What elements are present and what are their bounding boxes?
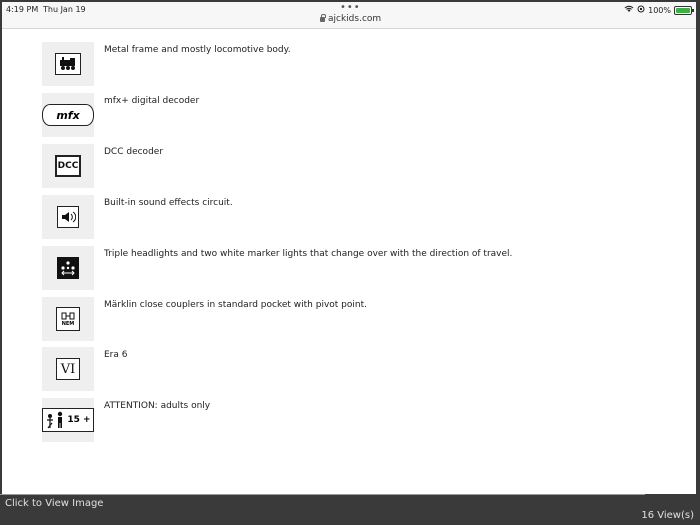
- feature-row: [42, 42, 642, 86]
- dcc-icon: [55, 155, 81, 177]
- icon-label: 15 +: [67, 415, 91, 425]
- feature-icon-box: [42, 246, 94, 290]
- speaker-icon: [57, 206, 79, 228]
- feature-icon-box: [42, 144, 94, 188]
- feature-row: [42, 246, 642, 290]
- icon-label: VI: [60, 361, 76, 377]
- status-date: Thu Jan 19: [43, 5, 86, 14]
- battery-cap: [692, 9, 694, 12]
- battery-fill: [676, 8, 690, 13]
- status-time: 4:19 PM: [6, 5, 39, 14]
- coupler-icon: [56, 307, 80, 331]
- browser-frame: [2, 2, 696, 494]
- icon-label: mfx: [56, 108, 80, 122]
- feature-description: Metal frame and mostly locomotive body.: [104, 45, 291, 55]
- feature-description: Era 6: [104, 350, 128, 360]
- era-icon: [56, 358, 80, 380]
- icon-label: NEM: [61, 321, 75, 327]
- feature-description: Märklin close couplers in standard pocket with pivot point.: [104, 300, 367, 310]
- feature-row: [42, 195, 642, 239]
- feature-icon-box: [42, 93, 94, 137]
- more-dots-icon[interactable]: •••: [340, 2, 361, 13]
- wifi-icon: [624, 5, 634, 15]
- bottom-bar: [0, 494, 700, 525]
- battery-icon: [674, 6, 692, 15]
- feature-row: [42, 347, 642, 391]
- feature-row: [42, 93, 642, 137]
- feature-description: mfx+ digital decoder: [104, 96, 200, 106]
- feature-icon-box: [42, 297, 94, 341]
- click-to-view-image-link[interactable]: Click to View Image: [5, 498, 104, 509]
- view-count: 16 View(s): [641, 510, 694, 521]
- feature-description: ATTENTION: adults only: [104, 401, 211, 411]
- age-warning-icon: [42, 408, 94, 432]
- feature-description: DCC decoder: [104, 147, 164, 157]
- feature-row: [42, 297, 642, 341]
- feature-description: Built-in sound effects circuit.: [104, 198, 233, 208]
- address-url: ajckids.com: [328, 14, 382, 24]
- mfx-icon: [42, 104, 94, 126]
- orientation-lock-icon: [637, 5, 645, 15]
- feature-row: [42, 398, 642, 442]
- locomotive-icon: [55, 53, 81, 75]
- status-bar: [2, 2, 696, 29]
- lock-icon: [320, 17, 325, 22]
- feature-description: Triple headlights and two white marker lights that change over with the direction of travel.: [104, 249, 513, 259]
- feature-icon-box: [42, 195, 94, 239]
- scroll-divider: [0, 494, 645, 495]
- feature-icon-box: [42, 398, 94, 442]
- status-indicators: [624, 5, 692, 15]
- feature-icon-box: [42, 347, 94, 391]
- feature-row: [42, 144, 642, 188]
- feature-icon-box: [42, 42, 94, 86]
- battery-percent: 100%: [648, 5, 671, 15]
- headlights-icon: [57, 257, 79, 279]
- address-bar[interactable]: [320, 14, 381, 24]
- icon-label: DCC: [57, 161, 79, 171]
